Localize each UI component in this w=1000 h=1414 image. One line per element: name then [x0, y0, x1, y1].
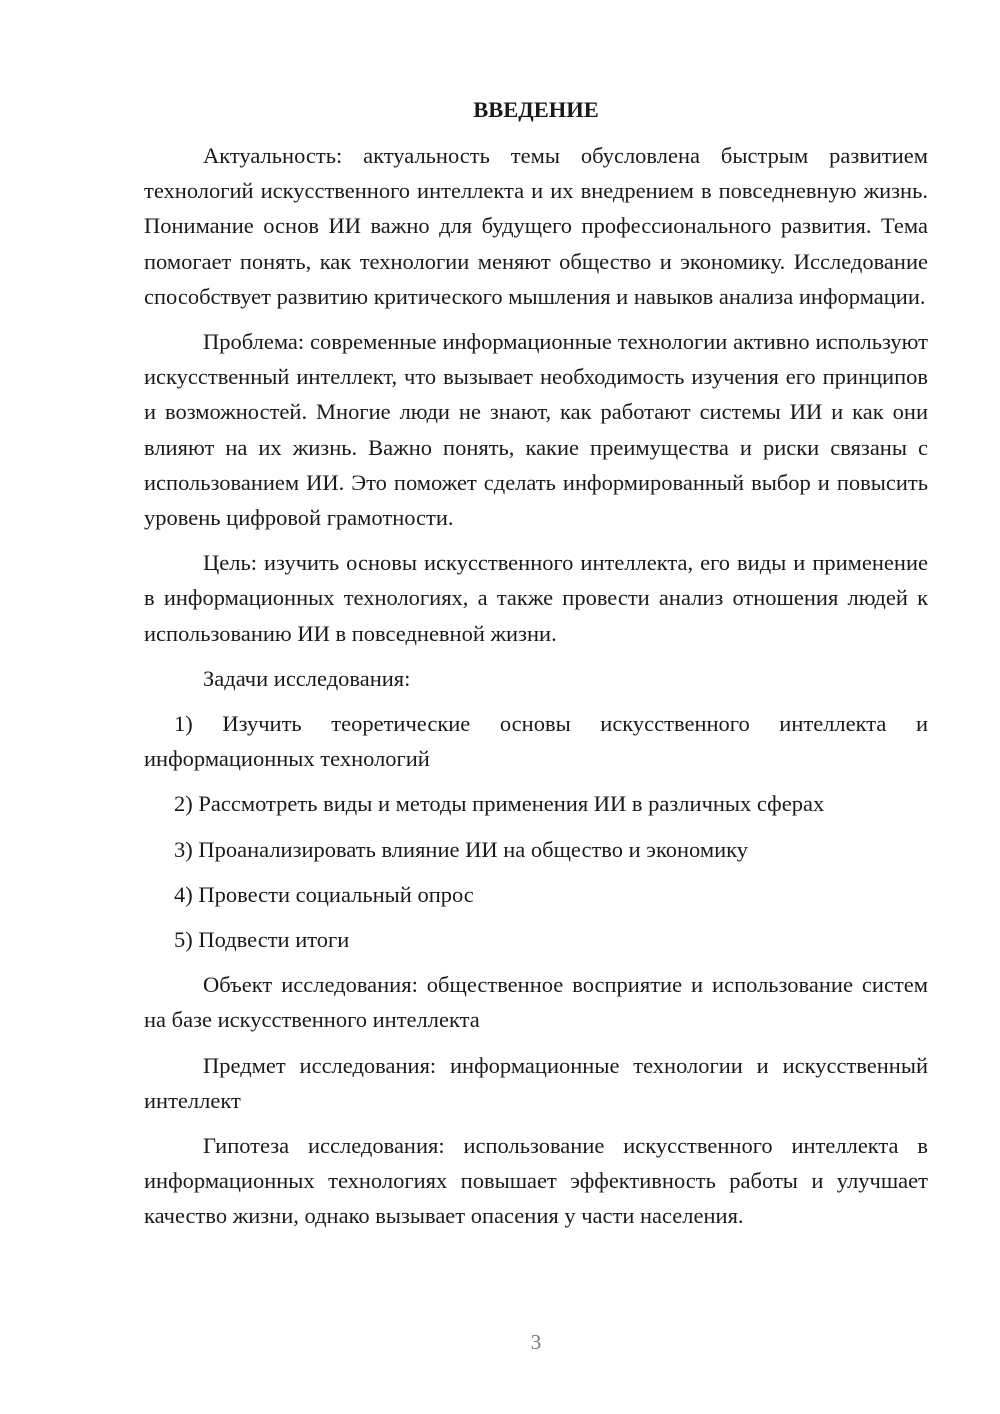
paragraph-subject: Предмет исследования: информационные технологии и искусственный интеллект [144, 1052, 928, 1113]
tasks-heading: Задачи исследования: [203, 665, 411, 691]
section-title: ВВЕДЕНИЕ [473, 97, 599, 122]
paragraph-object: Объект исследования: общественное восприятие и использование систем на базе искусственного интеллекта [144, 972, 928, 1033]
paragraph-goal: Цель: изучить основы искусственного интеллекта, его виды и применение в информационных технологиях, а также провести анализ отношения людей к использованию ИИ в повседневной жизни. [144, 550, 928, 646]
document-page [144, 92, 928, 1244]
page-number: 3 [530, 1330, 542, 1354]
paragraph-hypothesis: Гипотеза исследования: использование искусственного интеллекта в информационных технологиях повышает эффективность работы и улучшает качество жизни, однако вызывает опасения у части населения. [144, 1133, 928, 1229]
task-item: 2) Рассмотреть виды и методы применения ИИ в различных сферах [174, 791, 825, 817]
paragraph-relevance: Актуальность: актуальность темы обусловлена быстрым развитием технологий искусственного интеллекта и их внедрением в повседневную жизнь. Понимание основ ИИ важно для будущего профессионального развития. Тема помогает понять, как технологии меняют общество и экономику. Исследование способствует развитию критического мышления и навыков анализа информации. [144, 143, 928, 309]
paragraph-problem: Проблема: современные информационные технологии активно используют искусственный интеллект, что вызывает необходимость изучения его принципов и возможностей. Многие люди не знают, как работают системы ИИ и как они влияют на их жизнь. Важно понять, какие преимущества и риски связаны с использованием ИИ. Это поможет сделать информированный выбор и повысить уровень цифровой грамотности. [144, 329, 928, 531]
task-item: 5) Подвести итоги [174, 927, 350, 953]
task-item: 3) Проанализировать влияние ИИ на общество и экономику [174, 836, 748, 862]
task-item: 4) Провести социальный опрос [174, 881, 474, 907]
task-item: 1) Изучить теоретические основы искусственного интеллекта и информационных технологий [144, 711, 928, 772]
